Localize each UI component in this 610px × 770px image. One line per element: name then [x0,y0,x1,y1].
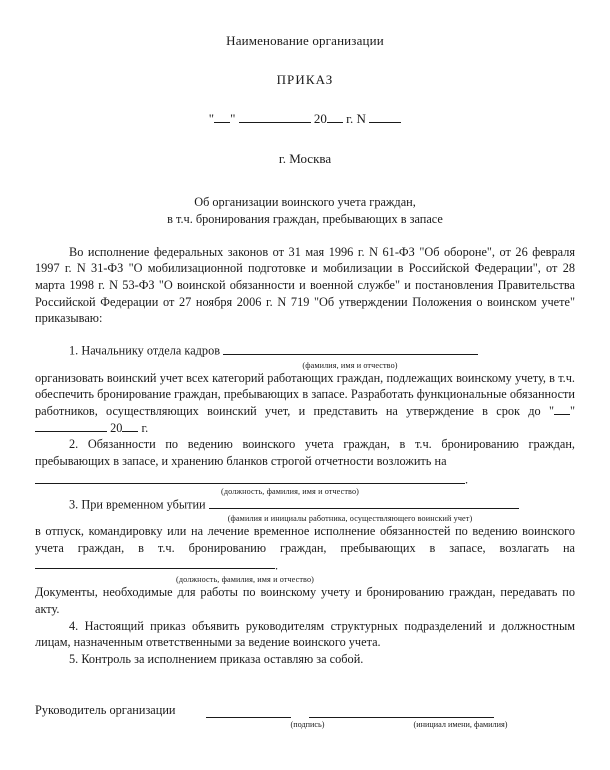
item-1-lead: Начальнику отдела кадров [81,343,221,358]
item-1-caption: (фамилия, имя и отчество) [302,360,398,370]
preamble-paragraph [35,244,575,328]
item-3-body-2: Документы, необходимые для работы по воинскому учету и бронированию граждан, передавать по акту. [35,585,575,616]
item-3-blank-b[interactable] [459,496,519,509]
signature-captions [35,720,575,731]
item-2-blank-row [35,471,575,486]
item-1-quote-open: " [548,403,554,418]
item-3-caption: (фамилия и инициалы работника, осуществляющего воинский учет) [227,514,473,524]
item-5-number: 5. [69,651,79,666]
year-prefix: 20 [313,111,327,127]
item-2-body [35,436,575,469]
item-1-body-text: организовать воинский учет всех категорий работающих граждан, подлежащих воинскому учету, в т.ч. обеспечить бронирование граждан, пребывающих в запасе. Разработать функциональные обязанности работников, осуществляющих воинский учет, и представить на утверждение в срок до [35,370,575,418]
city-line: г. Москва [278,151,332,167]
item-3-caption-2: (должность, фамилия, имя и отчество) [176,575,314,585]
document-body [35,32,575,731]
item-1-year: 20 [110,420,123,435]
document-kind-heading: ПРИКАЗ [276,72,334,88]
item-3-heading [35,496,575,513]
item-5-body-text: Контроль за исполнением приказа оставляю за собой. [81,651,364,666]
signatory-title: Руководитель организации [35,702,176,717]
subject-line-1: Об организации воинского учета граждан, [194,194,416,209]
signature-row [35,702,575,718]
item-2-period: . [465,472,469,487]
item-3-lead: При временном убытии [81,497,206,512]
signature-block [35,702,575,731]
item-4-number: 4. [69,618,79,633]
month-blank [239,122,311,123]
item-3-body-text: в отпуск, командировку или на лечение временное исполнение обязанностей по ведению воинского учета граждан, в т.ч. бронированию граждан, пребывающих в запасе, возлагать на [35,524,575,555]
item-1-year-suffix: г. [141,420,149,435]
item-2-caption: (должность, фамилия, имя и отчество) [221,486,359,496]
item-2-number: 2. [69,437,79,452]
item-1-day-blank [554,414,570,415]
signatory-name-caption: (инициал имени, фамилия) [413,719,508,729]
signature-caption: (подпись) [290,719,325,729]
item-1-number: 1. [69,343,79,358]
quote-close: " [230,111,236,127]
item-2-body-text: Обязанности по ведению воинского учета граждан, в т.ч. бронированию граждан, пребывающих в запасе, и хранению бланков строгой отчетности возложить на [35,437,575,469]
order-date-line [35,110,575,127]
item-3-body [35,523,575,574]
document-subject [35,194,575,229]
item-4-body [35,618,575,651]
item-3-period: . [275,558,279,573]
item-4-body-text: Настоящий приказ объявить руководителям структурных подразделений и должностным лицам, назначенным ответственными за ведение воинского учета. [35,618,575,650]
item-3-blank-na[interactable] [35,557,275,570]
item-1-month-blank [35,431,107,432]
signatory-name-blank[interactable] [309,705,494,718]
subject-line-2: в т.ч. бронирования граждан, пребывающих в запасе [167,212,443,227]
preamble-text: Во исполнение федеральных законов от 31 мая 1996 г. N 61-ФЗ "Об обороне", от 26 февраля 1997 г. N 31-ФЗ "О мобилизационной подготовке и мобилизации в Российской Федерации", от 28 марта 1998 г. N 53-ФЗ "О воинской обязанности и военной службе" и постановления Правительства Российской Федерации от 27 ноября 2006 г. N 719 "Об утверждении Положения о воинском учете" приказываю: [35,244,575,326]
item-3-blank-a[interactable] [209,496,459,509]
item-1-body [35,370,575,437]
item-2-blank[interactable] [35,471,465,484]
item-1-blank[interactable] [223,342,478,355]
item-1-heading [35,342,575,359]
item-5-body [35,651,575,668]
year-suffix: г. N [346,111,366,127]
quote-open: " [208,111,215,127]
day-blank [214,122,230,123]
signature-blank[interactable] [206,705,291,718]
item-1-quote-close: " [569,403,576,418]
year-blank [327,122,343,123]
item-1-year-blank [122,431,138,432]
item-3-number: 3. [69,497,79,512]
number-blank [369,122,401,123]
organization-name: Наименование организации [226,33,384,48]
